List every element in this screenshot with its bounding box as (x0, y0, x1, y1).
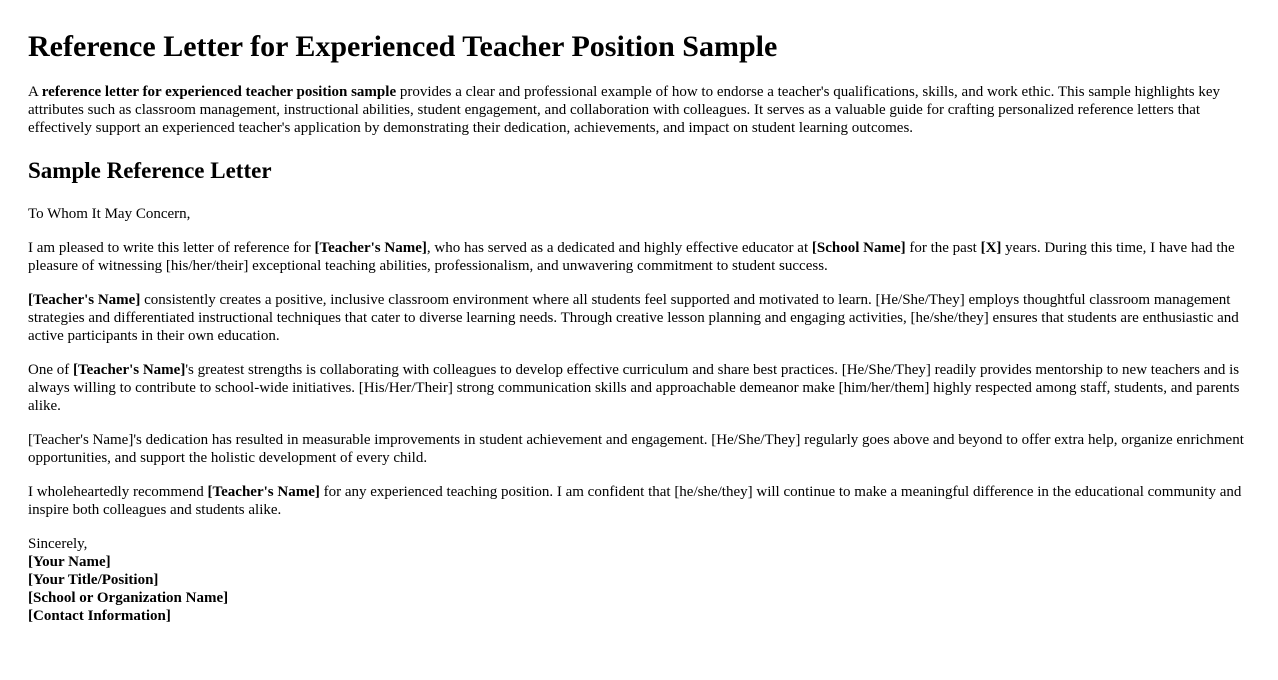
section-title: Sample Reference Letter (28, 158, 272, 183)
p5-text-a: I wholeheartedly recommend (28, 484, 208, 500)
letter-paragraph-5 (28, 483, 1250, 519)
p1-years: [X] (980, 240, 1002, 256)
letter-paragraph-2 (28, 291, 1250, 345)
p3-text-c: 's greatest strengths is collaborating with colleagues to develop effective curriculum and share best practices. [He/She/They] readily provides mentorship to new teachers and is always willing to contribute to school-wide initiatives. [His/Her/Their] strong communication skills and approachable demeanor make [him/her/them] highly respected among staff, students, and parents alike. (28, 362, 1240, 414)
p1-school-name: [School Name] (811, 240, 906, 256)
letter-salutation: To Whom It May Concern, (28, 206, 191, 222)
document-page (0, 30, 1278, 625)
p3-teacher-name: [Teacher's Name] (73, 362, 186, 378)
intro-paragraph (28, 83, 1250, 137)
p1-text-a: I am pleased to write this letter of reference for (28, 240, 315, 256)
signature-name: [Your Name] (28, 554, 111, 570)
p1-text-c: , who has served as a dedicated and highly effective educator at (426, 240, 812, 256)
p1-text-d: for the past (905, 240, 981, 256)
p5-teacher-name: [Teacher's Name] (207, 484, 320, 500)
p5-text-c: for any experienced teaching position. I am confident that [he/she/they] will continue to make a meaningful difference in the educational community and inspire both colleagues and students alike. (28, 484, 1242, 518)
letter-paragraph-1 (28, 239, 1250, 275)
letter-paragraph-4: [Teacher's Name]'s dedication has resulted in measurable improvements in student achievement and engagement. [He/She/They] regularly goes above and beyond to offer extra help, organize enrichment opportunities, and support the holistic development of every child. (28, 432, 1244, 466)
p2-teacher-name: [Teacher's Name] (28, 292, 141, 308)
p2-text: consistently creates a positive, inclusive classroom environment where all students feel supported and motivated to learn. [He/She/They] employs thoughtful classroom management strategies and differentiated instructional techniques that cater to diverse learning needs. Through creative lesson planning and engaging activities, [he/she/they] ensures that students are enthusiastic and active participants in their own education. (28, 292, 1239, 344)
closing-sincerely: Sincerely, (28, 536, 88, 552)
p1-text-e: years. During this time, I have had the pleasure of witnessing [his/her/their] exceptional teaching abilities, professionalism, and unwavering commitment to student success. (28, 240, 1235, 274)
letter-paragraph-3 (28, 361, 1250, 415)
page-title: Reference Letter for Experienced Teacher Position Sample (28, 30, 778, 63)
intro-text-rest: provides a clear and professional example of how to endorse a teacher's qualifications, skills, and work ethic. This sample highlights key attributes such as classroom management, instructional abilities, student engagement, and collaboration with colleagues. It serves as a valuable guide for crafting personalized reference letters that effectively support an experienced teacher's application by demonstrating their dedication, achievements, and impact on student learning outcomes. (28, 84, 1220, 136)
signature-contact: [Contact Information] (28, 608, 171, 624)
p3-text-a: One of (28, 362, 73, 378)
signature-organization: [School or Organization Name] (28, 590, 229, 606)
letter-closing (28, 535, 1250, 625)
intro-bold-phrase: reference letter for experienced teacher position sample (41, 84, 397, 100)
p1-teacher-name: [Teacher's Name] (314, 240, 427, 256)
intro-text-start: A (28, 84, 42, 100)
signature-title: [Your Title/Position] (28, 572, 159, 588)
